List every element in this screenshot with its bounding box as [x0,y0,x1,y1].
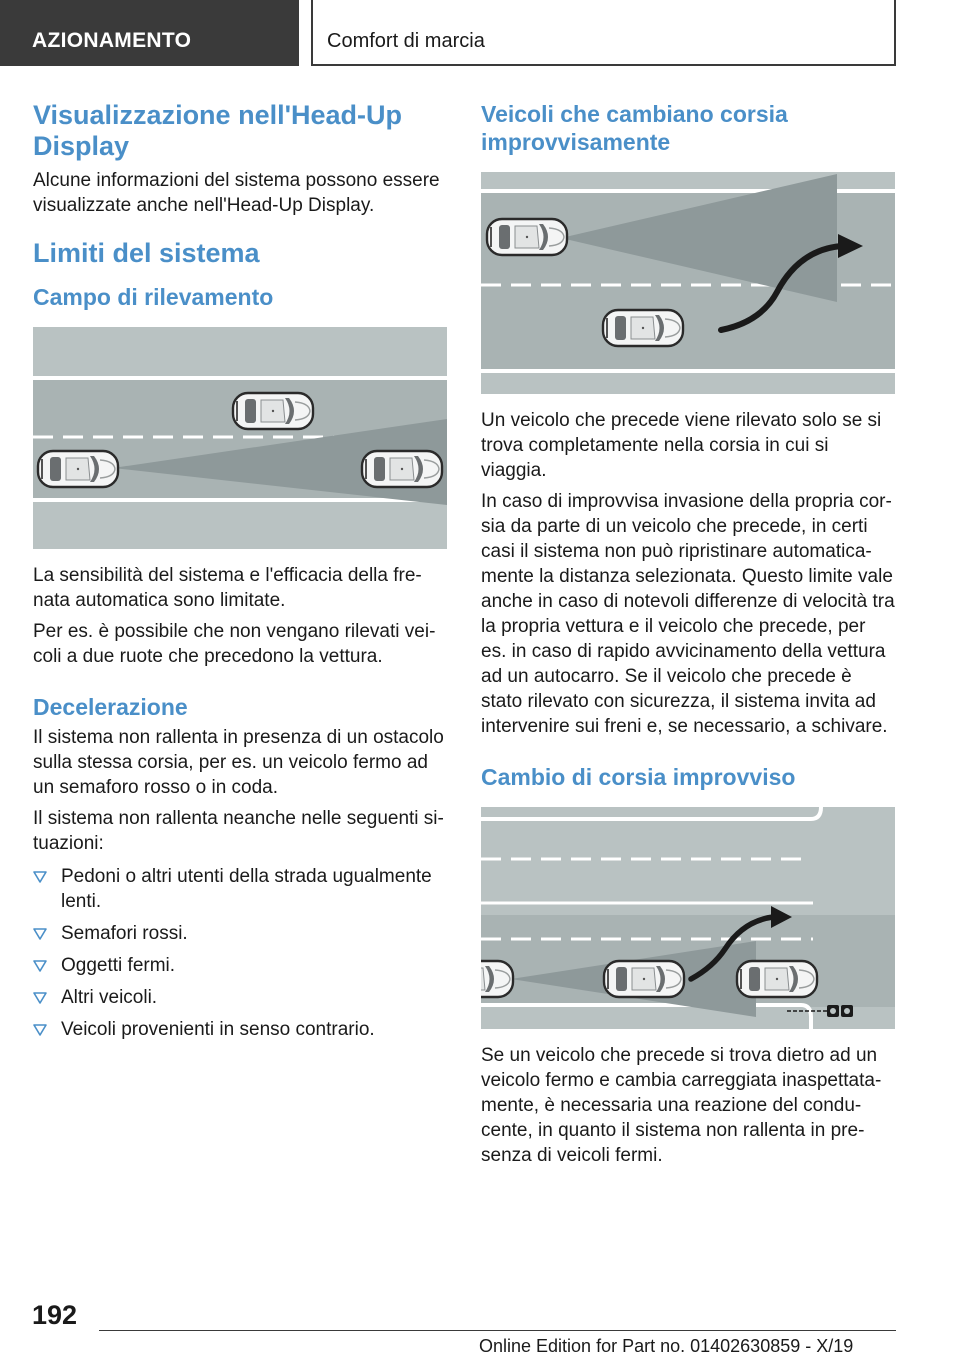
range-paragraph-2: Per es. è possibile che non vengano rilevati veicoli a due ruote che precedono la vettura. [33,621,436,667]
sudden-change-paragraph: Se un veicolo che precede si trova dietro ad un veicolo fermo e cambia carreggiata inaspettatamente, è necessaria una reazione del conducente, in quanto il sistema non rallenta in presenza di veicoli fermi. [481,1045,882,1166]
page-header [0,0,960,66]
header-chapter-box [311,0,896,66]
left-column [33,100,448,1049]
deceleration-heading: Decelerazione [33,694,188,720]
lane-change-heading: Veicoli che cambiano corsia improvvisamente [481,101,788,155]
sudden-change-heading: Cambio di corsia improvviso [481,764,796,790]
triangle-bullet-icon [33,871,47,883]
detection-range-figure [33,327,447,549]
right-column [481,100,896,1168]
list-item: Pedoni o altri utenti della strada ugualmente lenti. [33,864,448,914]
sudden-lane-change-figure [481,807,895,1029]
list-item: Oggetti fermi. [33,953,448,978]
triangle-bullet-icon [33,928,47,940]
deceleration-paragraph-2: Il sistema non rallenta neanche nelle seguenti situazioni: [33,808,444,854]
footer-edition: Online Edition for Part no. 01402630859 - X/19 [479,1336,854,1356]
lane-change-paragraph-1: Un veicolo che precede viene rilevato solo se si trova completamente nella corsia in cui si viaggia. [481,410,882,481]
lane-change-figure [481,172,895,394]
list-item: Semafori rossi. [33,921,448,946]
list-item: Altri veicoli. [33,985,448,1010]
list-item: Veicoli provenienti in senso contrario. [33,1017,448,1042]
header-section-tab [0,0,299,66]
range-paragraph-1: La sensibilità del sistema e l'efficacia della frenata automatica sono limitate. [33,565,422,611]
range-heading: Campo di rilevamento [33,284,274,310]
triangle-bullet-icon [33,1024,47,1036]
limits-heading: Limiti del sistema [33,238,260,268]
hud-heading: Visualizzazione nell'Head-Up Display [33,100,403,161]
situations-list [33,864,448,1042]
header-chapter-label: Comfort di marcia [327,30,485,52]
page-number: 192 [32,1300,78,1330]
footer-divider [99,1330,896,1331]
header-section-label: AZIONAMENTO [32,29,192,52]
triangle-bullet-icon [33,960,47,972]
triangle-bullet-icon [33,992,47,1004]
deceleration-paragraph-1: Il sistema non rallenta in presenza di un ostacolo sulla stessa corsia, per es. un veicolo fermo ad un semaforo rosso o in coda. [33,727,444,798]
lane-change-paragraph-2: In caso di improvvisa invasione della propria corsia da parte di un veicolo che precede, in certi casi il sistema non può ripristinare automaticamente la distanza selezionata. Questo limite vale anche in caso di notevoli differenze di velocità tra la propria vettura e il veicolo che precede, per es. in caso di rapido avvicinamento della vettura ad un autocarro. Se il veicolo che precede è stato rilevato con sicurezza, il sistema invita ad intervenire sui freni e, se necessario, a schivare. [481,491,895,737]
hud-paragraph: Alcune informazioni del sistema possono essere visualizzate anche nell'Head-Up Display. [33,170,440,216]
